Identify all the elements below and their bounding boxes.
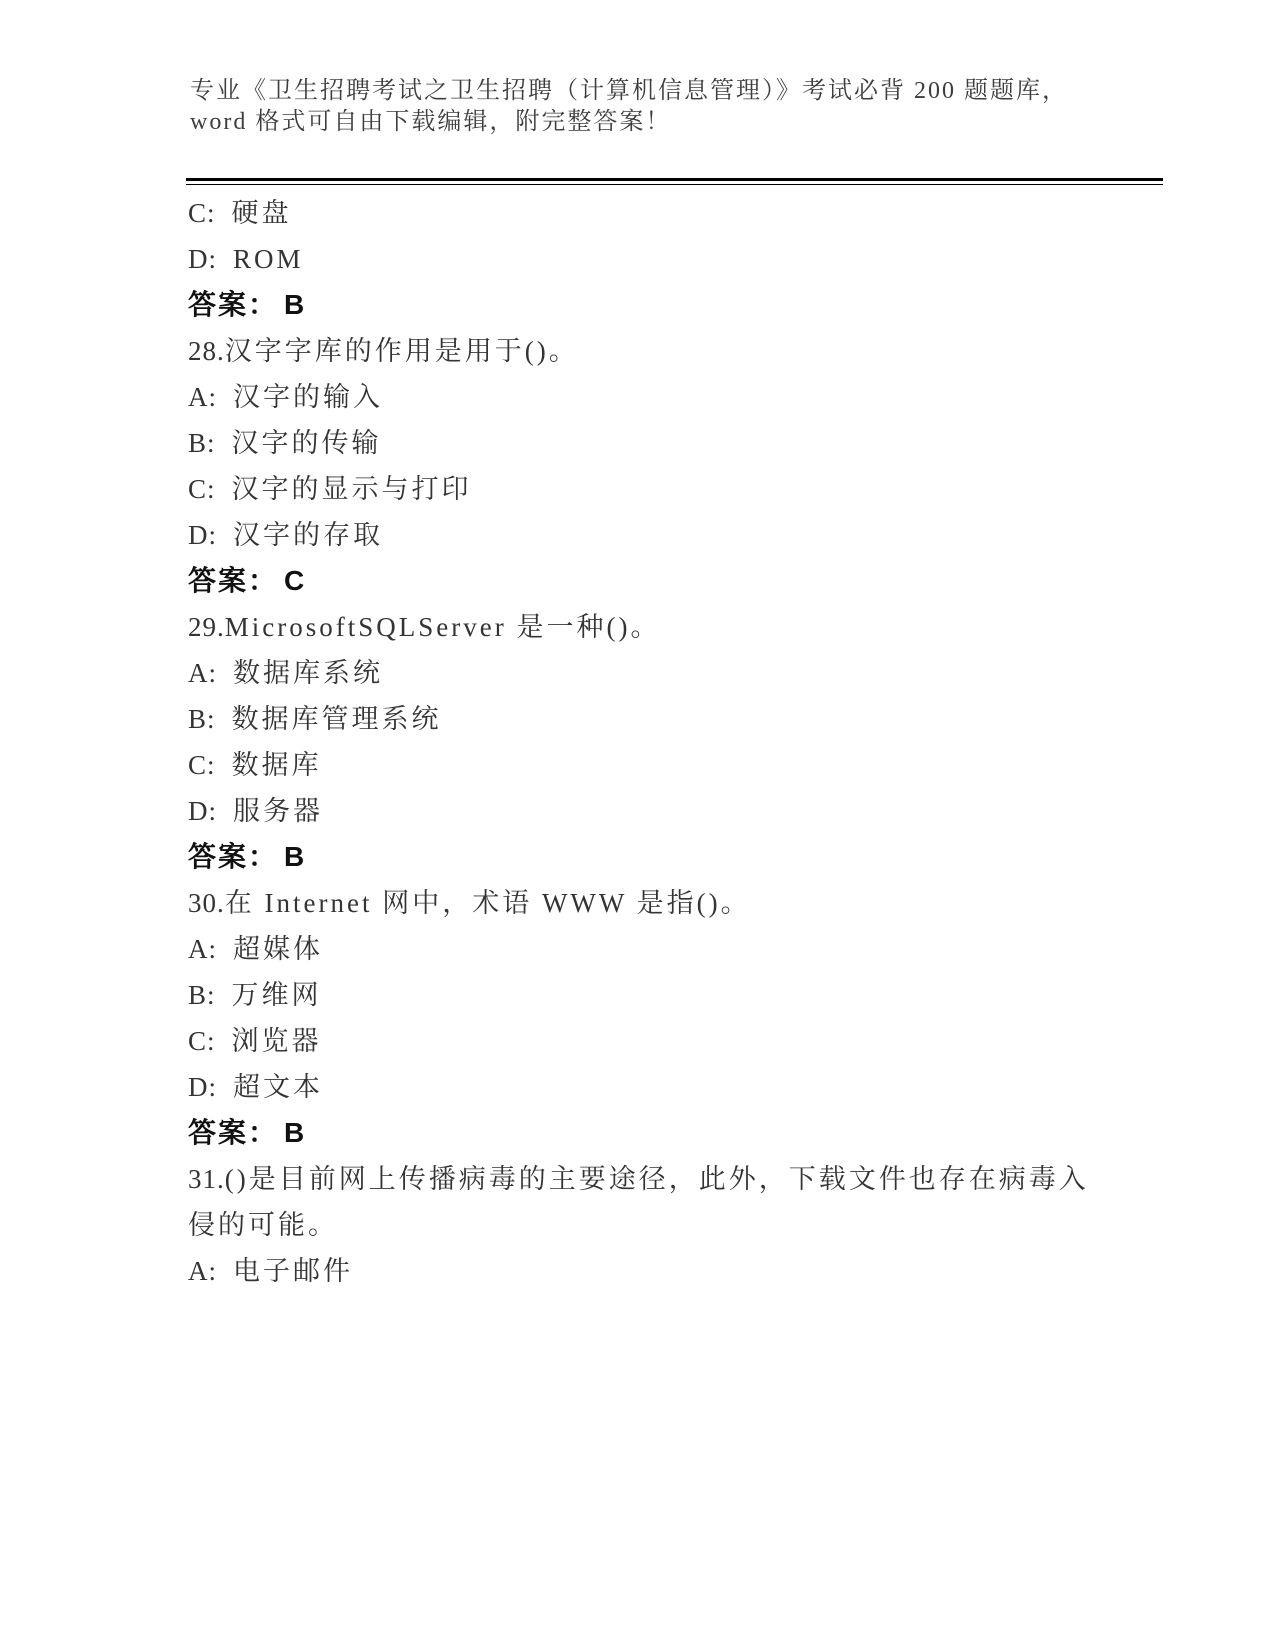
option-text: 万维网 [231, 980, 322, 1010]
question-stem-text: 汉字字库的作用是用于()。 [224, 336, 579, 366]
question-stem [188, 1156, 1103, 1248]
option-row [188, 1064, 1103, 1110]
option-row [188, 926, 1103, 972]
answer-row [188, 834, 1103, 880]
answer-label: 答案： [188, 1117, 279, 1148]
option-label: A: [188, 658, 217, 688]
answer-value: B [284, 289, 307, 320]
answer-row [188, 1110, 1103, 1156]
option-row [188, 236, 1103, 282]
question-stem [188, 880, 1103, 926]
option-text: 超文本 [233, 1072, 323, 1102]
option-text: 数据库 [231, 750, 322, 780]
option-text: 汉字的存取 [233, 520, 383, 550]
option-row [188, 788, 1103, 834]
option-row [188, 696, 1103, 742]
option-row [188, 1248, 1103, 1294]
option-text: 汉字的输入 [233, 382, 383, 412]
option-text: 硬盘 [231, 198, 292, 228]
option-text: 电子邮件 [233, 1256, 353, 1286]
option-text: 超媒体 [233, 934, 323, 964]
option-label: C: [188, 474, 216, 504]
option-row [188, 466, 1103, 512]
option-label: B: [188, 980, 216, 1010]
question-number: 28. [188, 336, 225, 366]
option-label: D: [188, 520, 217, 550]
option-label: A: [188, 1256, 217, 1286]
question-stem [188, 604, 1103, 650]
answer-row [188, 282, 1103, 328]
option-row [188, 972, 1103, 1018]
question-stem [188, 328, 1103, 374]
option-label: D: [188, 244, 217, 274]
option-text: 服务器 [233, 796, 323, 826]
answer-row [188, 558, 1103, 604]
question-number: 31. [188, 1164, 225, 1194]
question-list [188, 190, 1103, 1294]
question-number: 30. [188, 888, 225, 918]
option-label: D: [188, 796, 217, 826]
question-31 [188, 1156, 1103, 1294]
question-number: 29. [188, 612, 225, 642]
answer-label: 答案： [188, 289, 279, 320]
option-text: 汉字的显示与打印 [231, 474, 472, 504]
option-label: C: [188, 198, 216, 228]
answer-label: 答案： [188, 565, 279, 596]
option-text: 浏览器 [231, 1026, 322, 1056]
question-28 [188, 328, 1103, 604]
option-row [188, 1018, 1103, 1064]
answer-label: 答案： [188, 841, 279, 872]
question-stem-text: ()是目前网上传播病毒的主要途径，此外，下载文件也存在病毒入侵的可能。 [188, 1164, 1089, 1240]
option-row [188, 512, 1103, 558]
option-row [188, 742, 1103, 788]
option-text: 汉字的传输 [231, 428, 382, 458]
answer-value: C [284, 565, 307, 596]
question-stem-text: MicrosoftSQLServer 是一种()。 [224, 612, 661, 642]
question-stem-text: 在 Internet 网中，术语 WWW 是指()。 [224, 888, 751, 918]
option-row [188, 650, 1103, 696]
header-text: 专业《卫生招聘考试之卫生招聘（计算机信息管理）》考试必背 200 题题库，word 格式可自由下载编辑，附完整答案！ [190, 78, 1068, 135]
option-label: A: [188, 382, 217, 412]
option-label: C: [188, 1026, 216, 1056]
option-label: C: [188, 750, 216, 780]
option-row [188, 374, 1103, 420]
option-label: B: [188, 428, 216, 458]
question-30 [188, 880, 1103, 1156]
question-29 [188, 604, 1103, 880]
option-label: B: [188, 704, 216, 734]
option-text: 数据库管理系统 [231, 704, 442, 734]
answer-value: B [284, 841, 307, 872]
option-row [188, 420, 1103, 466]
answer-value: B [284, 1117, 307, 1148]
option-text: ROM [233, 244, 304, 274]
document-header [190, 76, 1110, 138]
option-label: D: [188, 1072, 217, 1102]
option-row [188, 190, 1103, 236]
header-divider-rule [186, 178, 1163, 185]
option-text: 数据库系统 [233, 658, 383, 688]
option-label: A: [188, 934, 217, 964]
